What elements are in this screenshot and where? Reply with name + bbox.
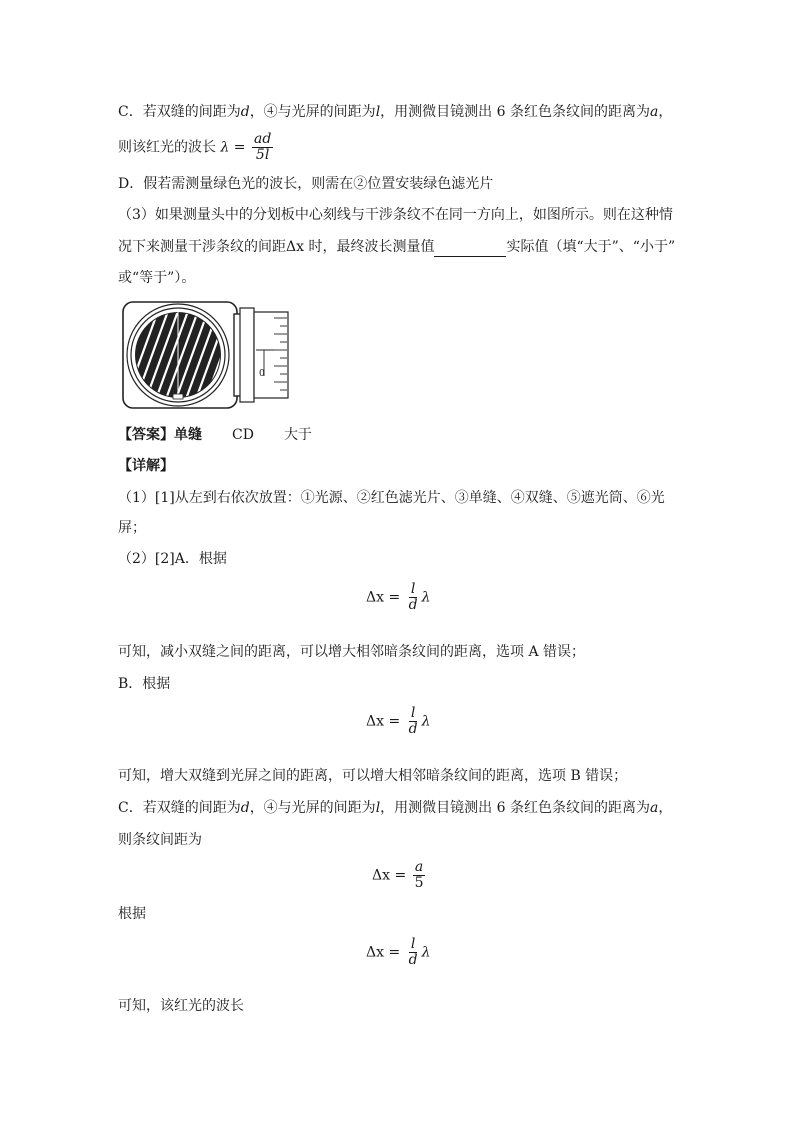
detail-pB-label: B．根据: [118, 676, 171, 692]
detail-p1-line1: （1）[1]从左到右依次放置：①光源、②红色滤光片、③单缝、④双缝、⑤遮光筒、⑥光: [118, 490, 665, 506]
formula-4: Δx = $\frac{l}{d}$ λ: [366, 936, 431, 968]
detail-pA: 可知，减小双缝之间的距离，可以增大相邻暗条纹间的距离，选项 A 错误；: [118, 644, 586, 660]
formula-3: Δx = $\frac{a}{5}$: [372, 859, 424, 891]
q3-line1: （3）如果测量头中的分划板中心刻线与干涉条纹不在同一方向上，如图所示。则在这种情: [118, 207, 673, 223]
detail-p1-line2: 屏；: [118, 520, 146, 536]
option-d: D．假若需测量绿色光的波长，则需在②位置安装绿色滤光片: [118, 176, 494, 192]
option-c-line2: 则该红光的波长 λ = $\frac{ad}{5l}$: [118, 131, 272, 163]
detail-pC-line1: C．若双缝的间距为d，④与光屏的间距为l，用测微目镜测出 6 条红色条纹间的距离为a，: [118, 800, 673, 816]
detail-p2: （2）[2]A．根据: [118, 551, 227, 567]
wavelength-fraction: $\frac{ad}{5l}$: [253, 131, 272, 163]
formula-2: Δx = $\frac{l}{d}$ λ: [366, 705, 431, 737]
scale-zero-label: 0: [259, 369, 265, 379]
q3-line3: 或“等于”）。: [118, 270, 196, 286]
option-c-line1: C．若双缝的间距为d，④与光屏的间距为l，用测微目镜测出 6 条红色条纹间的距离为a，: [118, 104, 673, 120]
detail-pC-basis: 根据: [118, 906, 146, 922]
answer-blank[interactable]: [434, 242, 506, 257]
q3-line2: 况下来测量干涉条纹的间距Δx 时，最终波长测量值 实际值（填“大于”、“小于”: [118, 239, 676, 255]
detail-pC-line2: 则条纹间距为: [118, 832, 202, 848]
detail-label: 【详解】: [118, 458, 174, 474]
detail-pB-conclusion: 可知，增大双缝到光屏之间的距离，可以增大相邻暗条纹间的距离，选项 B 错误；: [118, 768, 628, 784]
answer-line: 【答案】单缝 CD 大于: [118, 427, 312, 443]
micrometer-eyepiece-figure: [122, 300, 290, 414]
micrometer-eyepiece-svg: [122, 300, 290, 410]
formula-1: Δx = $\frac{l}{d}$ λ: [366, 581, 431, 613]
detail-pC-conclusion: 可知，该红光的波长: [118, 998, 244, 1014]
